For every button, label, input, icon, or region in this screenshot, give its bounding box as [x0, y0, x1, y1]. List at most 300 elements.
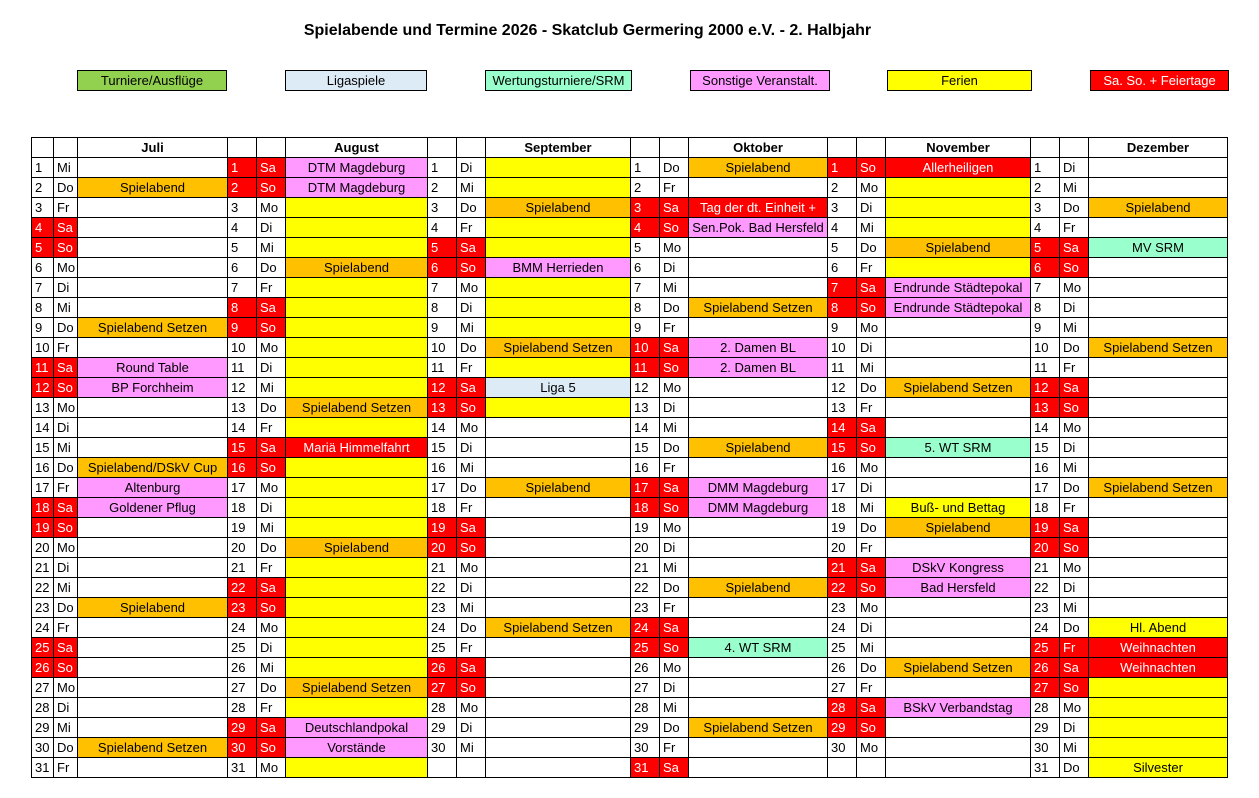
weekday: Fr — [257, 558, 286, 578]
weekday: Mo — [1060, 418, 1089, 438]
day-number: 24 — [32, 618, 54, 638]
event-cell: Spielabend Setzen — [78, 738, 228, 758]
event-cell — [486, 218, 631, 238]
event-cell: BSkV Verbandstag — [886, 698, 1031, 718]
weekday: Do — [54, 598, 78, 618]
day-number: 3 — [631, 198, 660, 218]
weekday: Mi — [1060, 178, 1089, 198]
day-number: 15 — [32, 438, 54, 458]
weekday: So — [660, 638, 689, 658]
weekday: Do — [1060, 338, 1089, 358]
day-number: 7 — [32, 278, 54, 298]
event-cell — [1089, 418, 1228, 438]
weekday: Mo — [257, 758, 286, 778]
weekday: Do — [457, 338, 486, 358]
header-spacer — [660, 138, 689, 158]
event-cell — [486, 598, 631, 618]
event-cell: DMM Magdeburg — [689, 498, 828, 518]
table-row — [32, 278, 1228, 298]
event-cell: Spielabend — [1089, 198, 1228, 218]
event-cell: 5. WT SRM — [886, 438, 1031, 458]
weekday: Sa — [54, 498, 78, 518]
day-number: 12 — [631, 378, 660, 398]
weekday: So — [54, 238, 78, 258]
weekday: Di — [1060, 718, 1089, 738]
day-number: 22 — [631, 578, 660, 598]
day-number: 16 — [32, 458, 54, 478]
table-row — [32, 358, 1228, 378]
event-cell: Spielabend — [286, 258, 428, 278]
day-number: 19 — [631, 518, 660, 538]
table-row — [32, 198, 1228, 218]
day-number: 20 — [631, 538, 660, 558]
weekday: Mo — [257, 338, 286, 358]
header-spacer — [257, 138, 286, 158]
weekday: Do — [660, 298, 689, 318]
table-row — [32, 378, 1228, 398]
event-cell — [486, 558, 631, 578]
month-header: August — [286, 138, 428, 158]
weekday: Fr — [54, 478, 78, 498]
weekday: Fr — [54, 618, 78, 638]
event-cell — [486, 718, 631, 738]
event-cell — [286, 418, 428, 438]
day-number: 28 — [828, 698, 857, 718]
event-cell: Spielabend — [689, 578, 828, 598]
day-number: 10 — [428, 338, 457, 358]
weekday: Fr — [660, 178, 689, 198]
day-number: 18 — [828, 498, 857, 518]
event-cell — [886, 678, 1031, 698]
event-cell — [286, 358, 428, 378]
day-number: 30 — [631, 738, 660, 758]
header-spacer — [428, 138, 457, 158]
event-cell: Spielabend Setzen — [286, 678, 428, 698]
event-cell: Spielabend Setzen — [689, 718, 828, 738]
weekday: Mo — [54, 538, 78, 558]
weekday: Do — [1060, 198, 1089, 218]
weekday: Mi — [257, 238, 286, 258]
event-cell — [486, 458, 631, 478]
weekday: So — [857, 718, 886, 738]
table-row — [32, 318, 1228, 338]
table-row — [32, 678, 1228, 698]
day-number: 14 — [828, 418, 857, 438]
weekday: Do — [660, 158, 689, 178]
event-cell — [78, 218, 228, 238]
weekday: Do — [457, 478, 486, 498]
weekday: Fr — [660, 318, 689, 338]
event-cell — [689, 418, 828, 438]
weekday: Mi — [54, 438, 78, 458]
weekday: Mi — [457, 458, 486, 478]
event-cell: Deutschlandpokal — [286, 718, 428, 738]
weekday: Sa — [857, 698, 886, 718]
day-number: 25 — [828, 638, 857, 658]
day-number: 5 — [228, 238, 257, 258]
weekday: Do — [54, 738, 78, 758]
event-cell — [286, 338, 428, 358]
day-number: 29 — [828, 718, 857, 738]
day-number: 8 — [228, 298, 257, 318]
day-number: 9 — [828, 318, 857, 338]
event-cell: DSkV Kongress — [886, 558, 1031, 578]
event-cell — [689, 678, 828, 698]
day-number: 18 — [428, 498, 457, 518]
day-number: 23 — [32, 598, 54, 618]
event-cell — [286, 598, 428, 618]
header-spacer — [1060, 138, 1089, 158]
weekday: Sa — [457, 378, 486, 398]
day-number: 29 — [631, 718, 660, 738]
event-cell: Spielabend Setzen — [1089, 338, 1228, 358]
event-cell: Silvester — [1089, 758, 1228, 778]
day-number: 3 — [1031, 198, 1060, 218]
event-cell: Spielabend/DSkV Cup — [78, 458, 228, 478]
weekday: Di — [54, 418, 78, 438]
weekday: Fr — [1060, 498, 1089, 518]
day-number: 7 — [828, 278, 857, 298]
weekday: Mo — [660, 238, 689, 258]
event-cell — [486, 158, 631, 178]
day-number: 11 — [32, 358, 54, 378]
day-number: 26 — [1031, 658, 1060, 678]
table-row — [32, 418, 1228, 438]
weekday: So — [54, 658, 78, 678]
day-number: 12 — [828, 378, 857, 398]
event-cell — [689, 618, 828, 638]
event-cell — [78, 538, 228, 558]
event-cell — [286, 238, 428, 258]
weekday: Fr — [1060, 218, 1089, 238]
weekday: Sa — [457, 518, 486, 538]
month-header-row — [32, 138, 1228, 158]
day-number: 18 — [1031, 498, 1060, 518]
day-number: 2 — [428, 178, 457, 198]
day-number: 4 — [228, 218, 257, 238]
event-cell — [78, 758, 228, 778]
event-cell — [886, 218, 1031, 238]
weekday: Do — [257, 678, 286, 698]
day-number: 19 — [228, 518, 257, 538]
weekday: Fr — [457, 498, 486, 518]
weekday: Di — [660, 398, 689, 418]
day-number: 26 — [228, 658, 257, 678]
day-number: 23 — [228, 598, 257, 618]
event-cell — [1089, 298, 1228, 318]
event-cell — [689, 238, 828, 258]
day-number: 11 — [828, 358, 857, 378]
event-cell: Spielabend — [78, 178, 228, 198]
day-number: 29 — [428, 718, 457, 738]
event-cell — [486, 418, 631, 438]
event-cell — [886, 478, 1031, 498]
event-cell — [886, 338, 1031, 358]
weekday: So — [857, 298, 886, 318]
day-number: 30 — [428, 738, 457, 758]
weekday: Do — [1060, 758, 1089, 778]
weekday: So — [54, 378, 78, 398]
day-number: 6 — [428, 258, 457, 278]
weekday: Mo — [54, 678, 78, 698]
header-spacer — [1031, 138, 1060, 158]
day-number: 18 — [32, 498, 54, 518]
weekday: Do — [660, 578, 689, 598]
weekday: Do — [257, 258, 286, 278]
weekday: Mo — [54, 258, 78, 278]
weekday: Mi — [457, 738, 486, 758]
table-row — [32, 398, 1228, 418]
weekday: Mi — [660, 278, 689, 298]
event-cell: Spielabend Setzen — [1089, 478, 1228, 498]
event-cell — [486, 538, 631, 558]
event-cell — [486, 758, 631, 778]
table-row — [32, 178, 1228, 198]
table-row — [32, 218, 1228, 238]
header-spacer — [228, 138, 257, 158]
weekday: Mo — [1060, 698, 1089, 718]
event-cell: Mariä Himmelfahrt — [286, 438, 428, 458]
event-cell — [286, 698, 428, 718]
day-number: 15 — [828, 438, 857, 458]
table-row — [32, 338, 1228, 358]
event-cell: DMM Magdeburg — [689, 478, 828, 498]
weekday: Mo — [660, 518, 689, 538]
weekday: Fr — [54, 758, 78, 778]
day-number: 11 — [631, 358, 660, 378]
event-cell — [486, 438, 631, 458]
day-number: 7 — [631, 278, 660, 298]
weekday: Do — [857, 238, 886, 258]
table-row — [32, 558, 1228, 578]
day-number: 25 — [428, 638, 457, 658]
day-number: 7 — [428, 278, 457, 298]
event-cell: 2. Damen BL — [689, 358, 828, 378]
day-number: 13 — [828, 398, 857, 418]
month-header: September — [486, 138, 631, 158]
day-number: 27 — [228, 678, 257, 698]
weekday: Di — [660, 258, 689, 278]
table-row — [32, 498, 1228, 518]
event-cell — [286, 298, 428, 318]
day-number — [428, 758, 457, 778]
day-number: 19 — [828, 518, 857, 538]
event-cell — [689, 178, 828, 198]
event-cell — [78, 618, 228, 638]
day-number: 24 — [631, 618, 660, 638]
day-number: 20 — [228, 538, 257, 558]
weekday: So — [1060, 538, 1089, 558]
event-cell: 4. WT SRM — [689, 638, 828, 658]
event-cell — [1089, 158, 1228, 178]
weekday: So — [257, 738, 286, 758]
table-row — [32, 518, 1228, 538]
weekday: Do — [660, 438, 689, 458]
table-row — [32, 638, 1228, 658]
event-cell — [689, 758, 828, 778]
event-cell — [78, 158, 228, 178]
day-number: 4 — [1031, 218, 1060, 238]
table-row — [32, 658, 1228, 678]
event-cell — [1089, 358, 1228, 378]
day-number: 1 — [631, 158, 660, 178]
day-number: 18 — [631, 498, 660, 518]
day-number: 17 — [228, 478, 257, 498]
calendar-table — [31, 137, 1228, 778]
weekday: Do — [857, 378, 886, 398]
event-cell — [78, 258, 228, 278]
day-number: 27 — [631, 678, 660, 698]
day-number: 13 — [32, 398, 54, 418]
month-header: Oktober — [689, 138, 828, 158]
event-cell — [689, 458, 828, 478]
event-cell — [1089, 318, 1228, 338]
weekday: Fr — [457, 638, 486, 658]
day-number: 28 — [228, 698, 257, 718]
table-row — [32, 598, 1228, 618]
event-cell — [886, 738, 1031, 758]
weekday: Fr — [857, 678, 886, 698]
event-cell — [78, 638, 228, 658]
event-cell — [886, 718, 1031, 738]
day-number: 7 — [1031, 278, 1060, 298]
day-number: 22 — [828, 578, 857, 598]
day-number: 20 — [1031, 538, 1060, 558]
event-cell — [689, 318, 828, 338]
weekday: So — [54, 518, 78, 538]
event-cell — [486, 398, 631, 418]
day-number: 25 — [228, 638, 257, 658]
weekday: Mo — [1060, 278, 1089, 298]
day-number: 21 — [631, 558, 660, 578]
table-row — [32, 238, 1228, 258]
day-number: 10 — [228, 338, 257, 358]
weekday: Fr — [1060, 638, 1089, 658]
event-cell: Liga 5 — [486, 378, 631, 398]
day-number: 11 — [1031, 358, 1060, 378]
weekday: Fr — [660, 738, 689, 758]
day-number: 14 — [631, 418, 660, 438]
weekday: Mi — [54, 578, 78, 598]
day-number: 23 — [828, 598, 857, 618]
event-cell — [886, 198, 1031, 218]
event-cell: Vorstände — [286, 738, 428, 758]
day-number: 9 — [1031, 318, 1060, 338]
event-cell — [486, 318, 631, 338]
weekday: Mi — [857, 498, 886, 518]
day-number: 26 — [828, 658, 857, 678]
event-cell: Spielabend Setzen — [689, 298, 828, 318]
day-number: 9 — [631, 318, 660, 338]
day-number — [828, 758, 857, 778]
event-cell — [286, 758, 428, 778]
weekday: Di — [660, 678, 689, 698]
day-number: 4 — [828, 218, 857, 238]
event-cell: Weihnachten — [1089, 658, 1228, 678]
weekday: Mi — [457, 318, 486, 338]
event-cell — [286, 518, 428, 538]
weekday: Fr — [1060, 358, 1089, 378]
event-cell — [689, 558, 828, 578]
day-number: 3 — [428, 198, 457, 218]
weekday: Do — [660, 718, 689, 738]
day-number: 16 — [228, 458, 257, 478]
day-number: 22 — [32, 578, 54, 598]
table-row — [32, 578, 1228, 598]
event-cell — [486, 498, 631, 518]
header-spacer — [631, 138, 660, 158]
event-cell — [286, 458, 428, 478]
weekday: Fr — [660, 598, 689, 618]
event-cell: Weihnachten — [1089, 638, 1228, 658]
event-cell — [78, 718, 228, 738]
day-number: 7 — [228, 278, 257, 298]
event-cell: Endrunde Städtepokal — [886, 278, 1031, 298]
day-number: 14 — [228, 418, 257, 438]
table-row — [32, 538, 1228, 558]
weekday: Mo — [857, 458, 886, 478]
event-cell — [286, 618, 428, 638]
weekday: Do — [457, 198, 486, 218]
weekday: So — [257, 458, 286, 478]
weekday: Sa — [660, 618, 689, 638]
weekday: Di — [857, 198, 886, 218]
weekday: Fr — [857, 538, 886, 558]
table-row — [32, 758, 1228, 778]
day-number: 24 — [428, 618, 457, 638]
weekday: Sa — [660, 758, 689, 778]
day-number: 14 — [1031, 418, 1060, 438]
day-number: 6 — [828, 258, 857, 278]
day-number: 19 — [32, 518, 54, 538]
event-cell: Bad Hersfeld — [886, 578, 1031, 598]
day-number: 25 — [631, 638, 660, 658]
event-cell — [286, 198, 428, 218]
day-number: 15 — [228, 438, 257, 458]
day-number: 16 — [828, 458, 857, 478]
weekday: Di — [660, 538, 689, 558]
weekday: Mi — [1060, 458, 1089, 478]
day-number: 19 — [428, 518, 457, 538]
weekday: Mi — [257, 658, 286, 678]
event-cell: 2. Damen BL — [689, 338, 828, 358]
event-cell — [689, 538, 828, 558]
event-cell — [286, 318, 428, 338]
weekday: Sa — [1060, 378, 1089, 398]
weekday: So — [457, 678, 486, 698]
weekday: Do — [257, 398, 286, 418]
day-number: 26 — [631, 658, 660, 678]
weekday: Sa — [857, 418, 886, 438]
day-number: 6 — [228, 258, 257, 278]
day-number: 2 — [32, 178, 54, 198]
header-spacer — [828, 138, 857, 158]
day-number: 24 — [1031, 618, 1060, 638]
day-number: 8 — [1031, 298, 1060, 318]
event-cell: Spielabend — [689, 158, 828, 178]
weekday: Mo — [457, 698, 486, 718]
weekday: Mo — [857, 598, 886, 618]
day-number: 1 — [228, 158, 257, 178]
weekday: Sa — [660, 198, 689, 218]
weekday — [857, 758, 886, 778]
event-cell — [78, 418, 228, 438]
day-number: 4 — [631, 218, 660, 238]
day-number: 14 — [428, 418, 457, 438]
weekday: Do — [257, 538, 286, 558]
event-cell — [286, 658, 428, 678]
day-number: 4 — [32, 218, 54, 238]
